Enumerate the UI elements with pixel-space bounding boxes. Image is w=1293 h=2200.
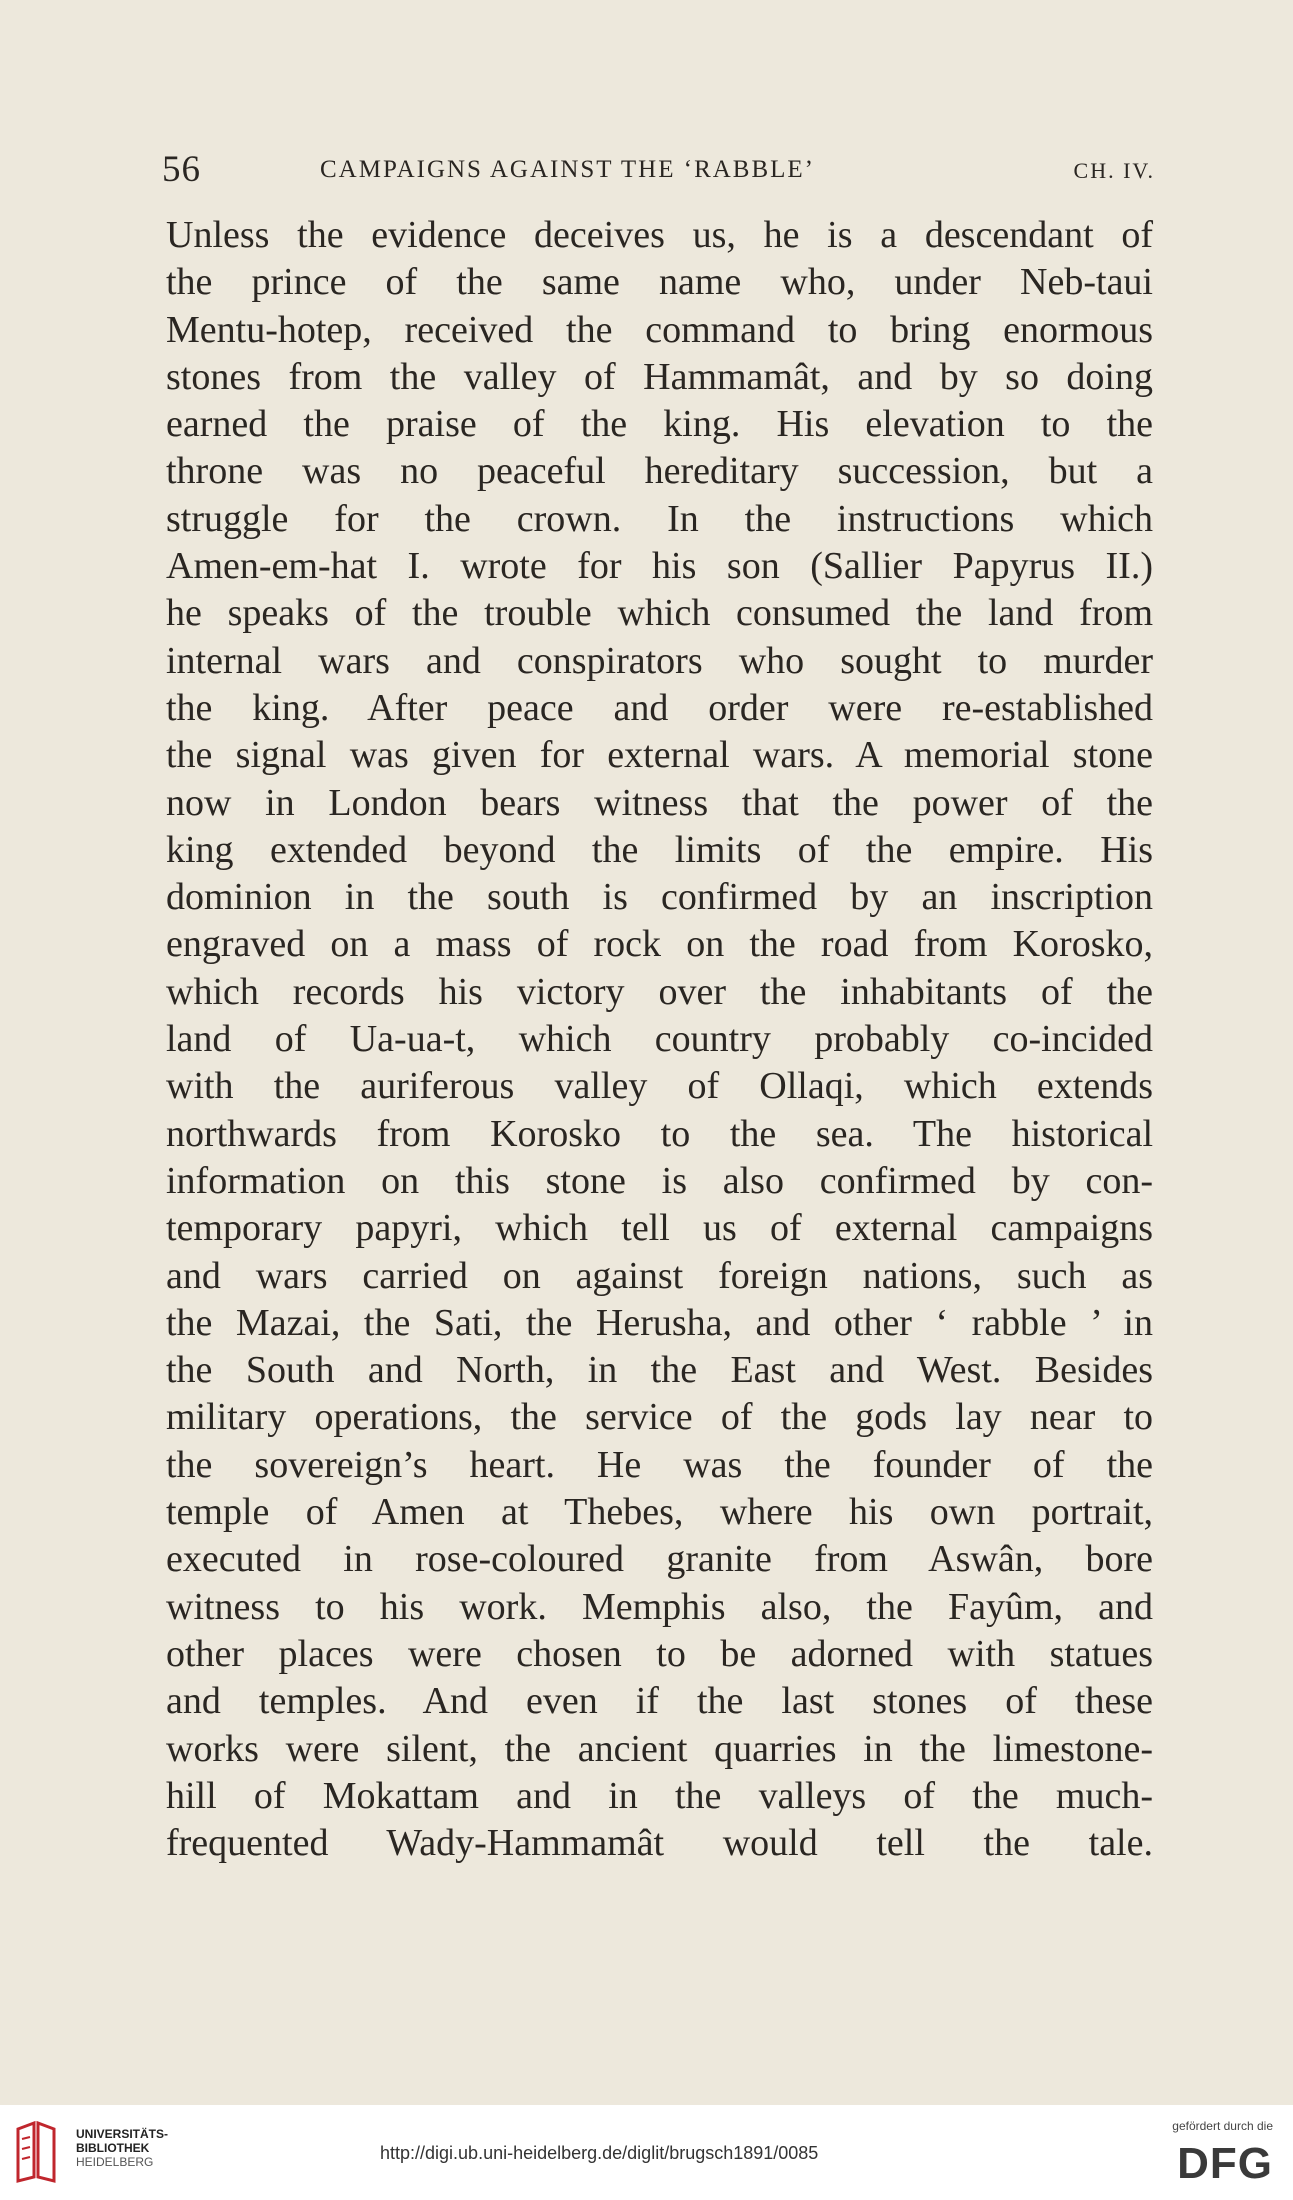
text-line: and temples. And even if the last stones of these <box>166 1680 1153 1723</box>
permalink-url[interactable]: http://digi.ub.uni-heidelberg.de/diglit/brugsch1891/0085 <box>380 2143 819 2163</box>
text-line: Mentu-hotep, received the command to bring enormous <box>166 308 1153 351</box>
text-line: throne was no peaceful hereditary succession, but a <box>166 450 1153 493</box>
dfg-logo[interactable]: DFG <box>1177 2139 1273 2188</box>
chapter-label: CH. IV. <box>1073 158 1155 183</box>
text-line: earned the praise of the king. His elevation to the <box>166 403 1153 446</box>
text-line: Amen-em-hat I. wrote for his son (Sallier Papyrus II.) <box>166 545 1153 588</box>
text-line: which records his victory over the inhabitants of the <box>166 970 1153 1013</box>
text-line: stones from the valley of Hammamât, and by so doing <box>166 355 1153 398</box>
text-line: king extended beyond the limits of the empire. His <box>166 828 1153 871</box>
text-line: hill of Mokattam and in the valleys of the much- <box>166 1774 1153 1817</box>
running-title: CAMPAIGNS AGAINST THE ‘RABBLE’ <box>320 156 816 183</box>
text-line: the signal was given for external wars. A memorial stone <box>166 734 1153 777</box>
funding-note: gefördert durch die <box>1172 2119 1273 2133</box>
text-line: engraved on a mass of rock on the road from Korosko, <box>166 923 1153 966</box>
text-line: witness to his work. Memphis also, the Fayûm, and <box>166 1585 1153 1628</box>
library-name-line: UNIVERSITÄTS- <box>76 2127 169 2141</box>
text-line: the prince of the same name who, under Neb-taui <box>166 261 1153 304</box>
text-line: land of Ua-ua-t, which country probably co-incided <box>166 1018 1153 1061</box>
text-line: Unless the evidence deceives us, he is a descendant of <box>166 214 1153 256</box>
text-line: temporary papyri, which tell us of external campaigns <box>166 1207 1153 1250</box>
text-line: works were silent, the ancient quarries in the limestone- <box>166 1727 1153 1770</box>
text-line: executed in rose-coloured granite from Aswân, bore <box>166 1538 1153 1581</box>
footer-bar <box>0 2105 1293 2200</box>
text-line: temple of Amen at Thebes, where his own portrait, <box>166 1491 1153 1534</box>
university-logo-icon[interactable] <box>14 2119 68 2183</box>
page-header <box>160 148 1155 192</box>
body-text <box>166 212 1153 1867</box>
text-line: now in London bears witness that the power of the <box>166 781 1153 824</box>
library-name[interactable] <box>76 2127 168 2169</box>
text-line: the Mazai, the Sati, the Herusha, and other ‘ rabble ’ in <box>166 1301 1153 1344</box>
text-line: and wars carried on against foreign nations, such as <box>166 1254 1153 1297</box>
text-line: he speaks of the trouble which consumed the land from <box>166 592 1153 635</box>
library-name-line: BIBLIOTHEK <box>76 2141 150 2155</box>
text-line: frequented Wady-Hammamât would tell the tale. <box>166 1822 1153 1865</box>
text-line: struggle for the crown. In the instructions which <box>166 497 1153 540</box>
text-line: other places were chosen to be adorned with statues <box>166 1632 1153 1675</box>
text-line: the king. After peace and order were re-established <box>166 686 1153 729</box>
text-line: information on this stone is also confirmed by con- <box>166 1159 1153 1202</box>
text-line: military operations, the service of the gods lay near to <box>166 1396 1153 1439</box>
text-line: dominion in the south is confirmed by an inscription <box>166 876 1153 919</box>
text-line: northwards from Korosko to the sea. The historical <box>166 1112 1153 1155</box>
page-number: 56 <box>162 149 201 190</box>
text-line: the South and North, in the East and West. Besides <box>166 1349 1153 1392</box>
text-line: the sovereign’s heart. He was the founder of the <box>166 1443 1153 1486</box>
library-name-line: HEIDELBERG <box>76 2155 154 2169</box>
text-line: internal wars and conspirators who sought to murder <box>166 639 1153 682</box>
text-line: with the auriferous valley of Ollaqi, which extends <box>166 1065 1153 1108</box>
